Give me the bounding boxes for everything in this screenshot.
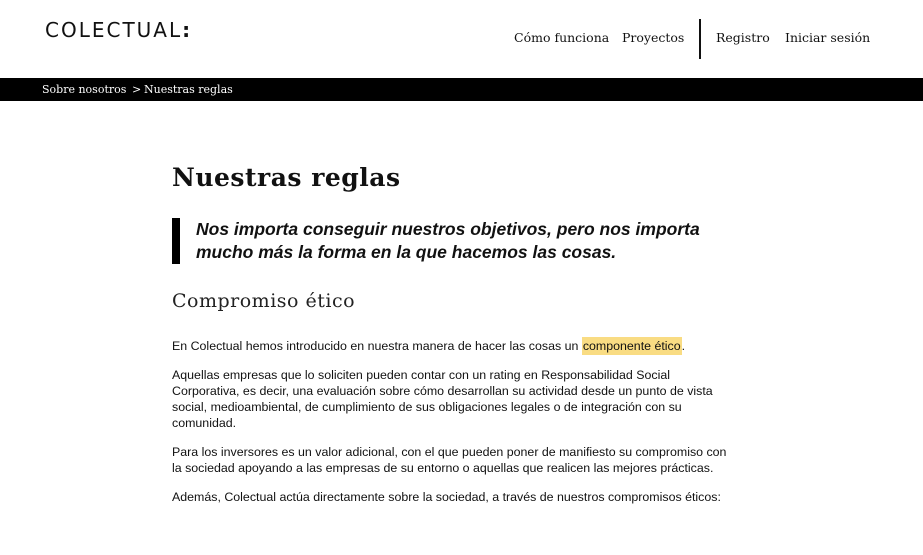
paragraph-intro-end: .: [681, 339, 686, 353]
paragraph-commitments: Además, Colectual actúa directamente sobre la sociedad, a través de nuestros compromisos éticos:: [172, 490, 721, 504]
site-header: [0, 0, 923, 78]
nav-proyectos[interactable]: Proyectos: [622, 30, 685, 45]
paragraph-intro-text: En Colectual hemos introducido en nuestra manera de hacer las cosas un: [172, 339, 582, 353]
nav-como-funciona[interactable]: Cómo funciona: [514, 30, 610, 45]
paragraph-investors: Para los inversores es un valor adicional, con el que pueden poner de manifiesto su compromiso con la sociedad apoyando a las empresas de su entorno o aquellas que realicen las mejores prácticas.: [172, 445, 727, 475]
quote-bar: [172, 218, 180, 264]
nav-registro[interactable]: Registro: [716, 30, 770, 45]
nav-divider: [699, 19, 701, 59]
highlighted-term: componente ético: [582, 339, 681, 353]
page-title: Nuestras reglas: [172, 163, 401, 192]
section-subtitle: Compromiso ético: [172, 290, 356, 312]
breadcrumb-separator: >: [132, 83, 142, 96]
colectual-logo[interactable]: [45, 18, 192, 42]
paragraph-intro: [172, 338, 732, 354]
logo-text: COLECTUAL: [45, 18, 183, 42]
blockquote: [172, 218, 732, 266]
paragraph-rating: Aquellas empresas que lo soliciten pueden contar con un rating en Responsabilidad Social Corporativa, es decir, una evaluación sobre cómo desarrollan su actividad desde un punto de vista social, medioambiental, de cumplimiento de sus obligaciones legales o de integración con su comunidad.: [172, 368, 713, 430]
breadcrumb-parent-link[interactable]: Sobre nosotros: [42, 83, 127, 96]
quote-text: Nos importa conseguir nuestros objetivos, pero nos importa mucho más la forma en la que hacemos las cosas.: [196, 219, 700, 262]
logo-colon: :: [182, 18, 193, 42]
breadcrumb: [0, 78, 923, 101]
nav-iniciar-sesion[interactable]: Iniciar sesión: [785, 30, 871, 45]
breadcrumb-current: Nuestras reglas: [144, 83, 233, 96]
